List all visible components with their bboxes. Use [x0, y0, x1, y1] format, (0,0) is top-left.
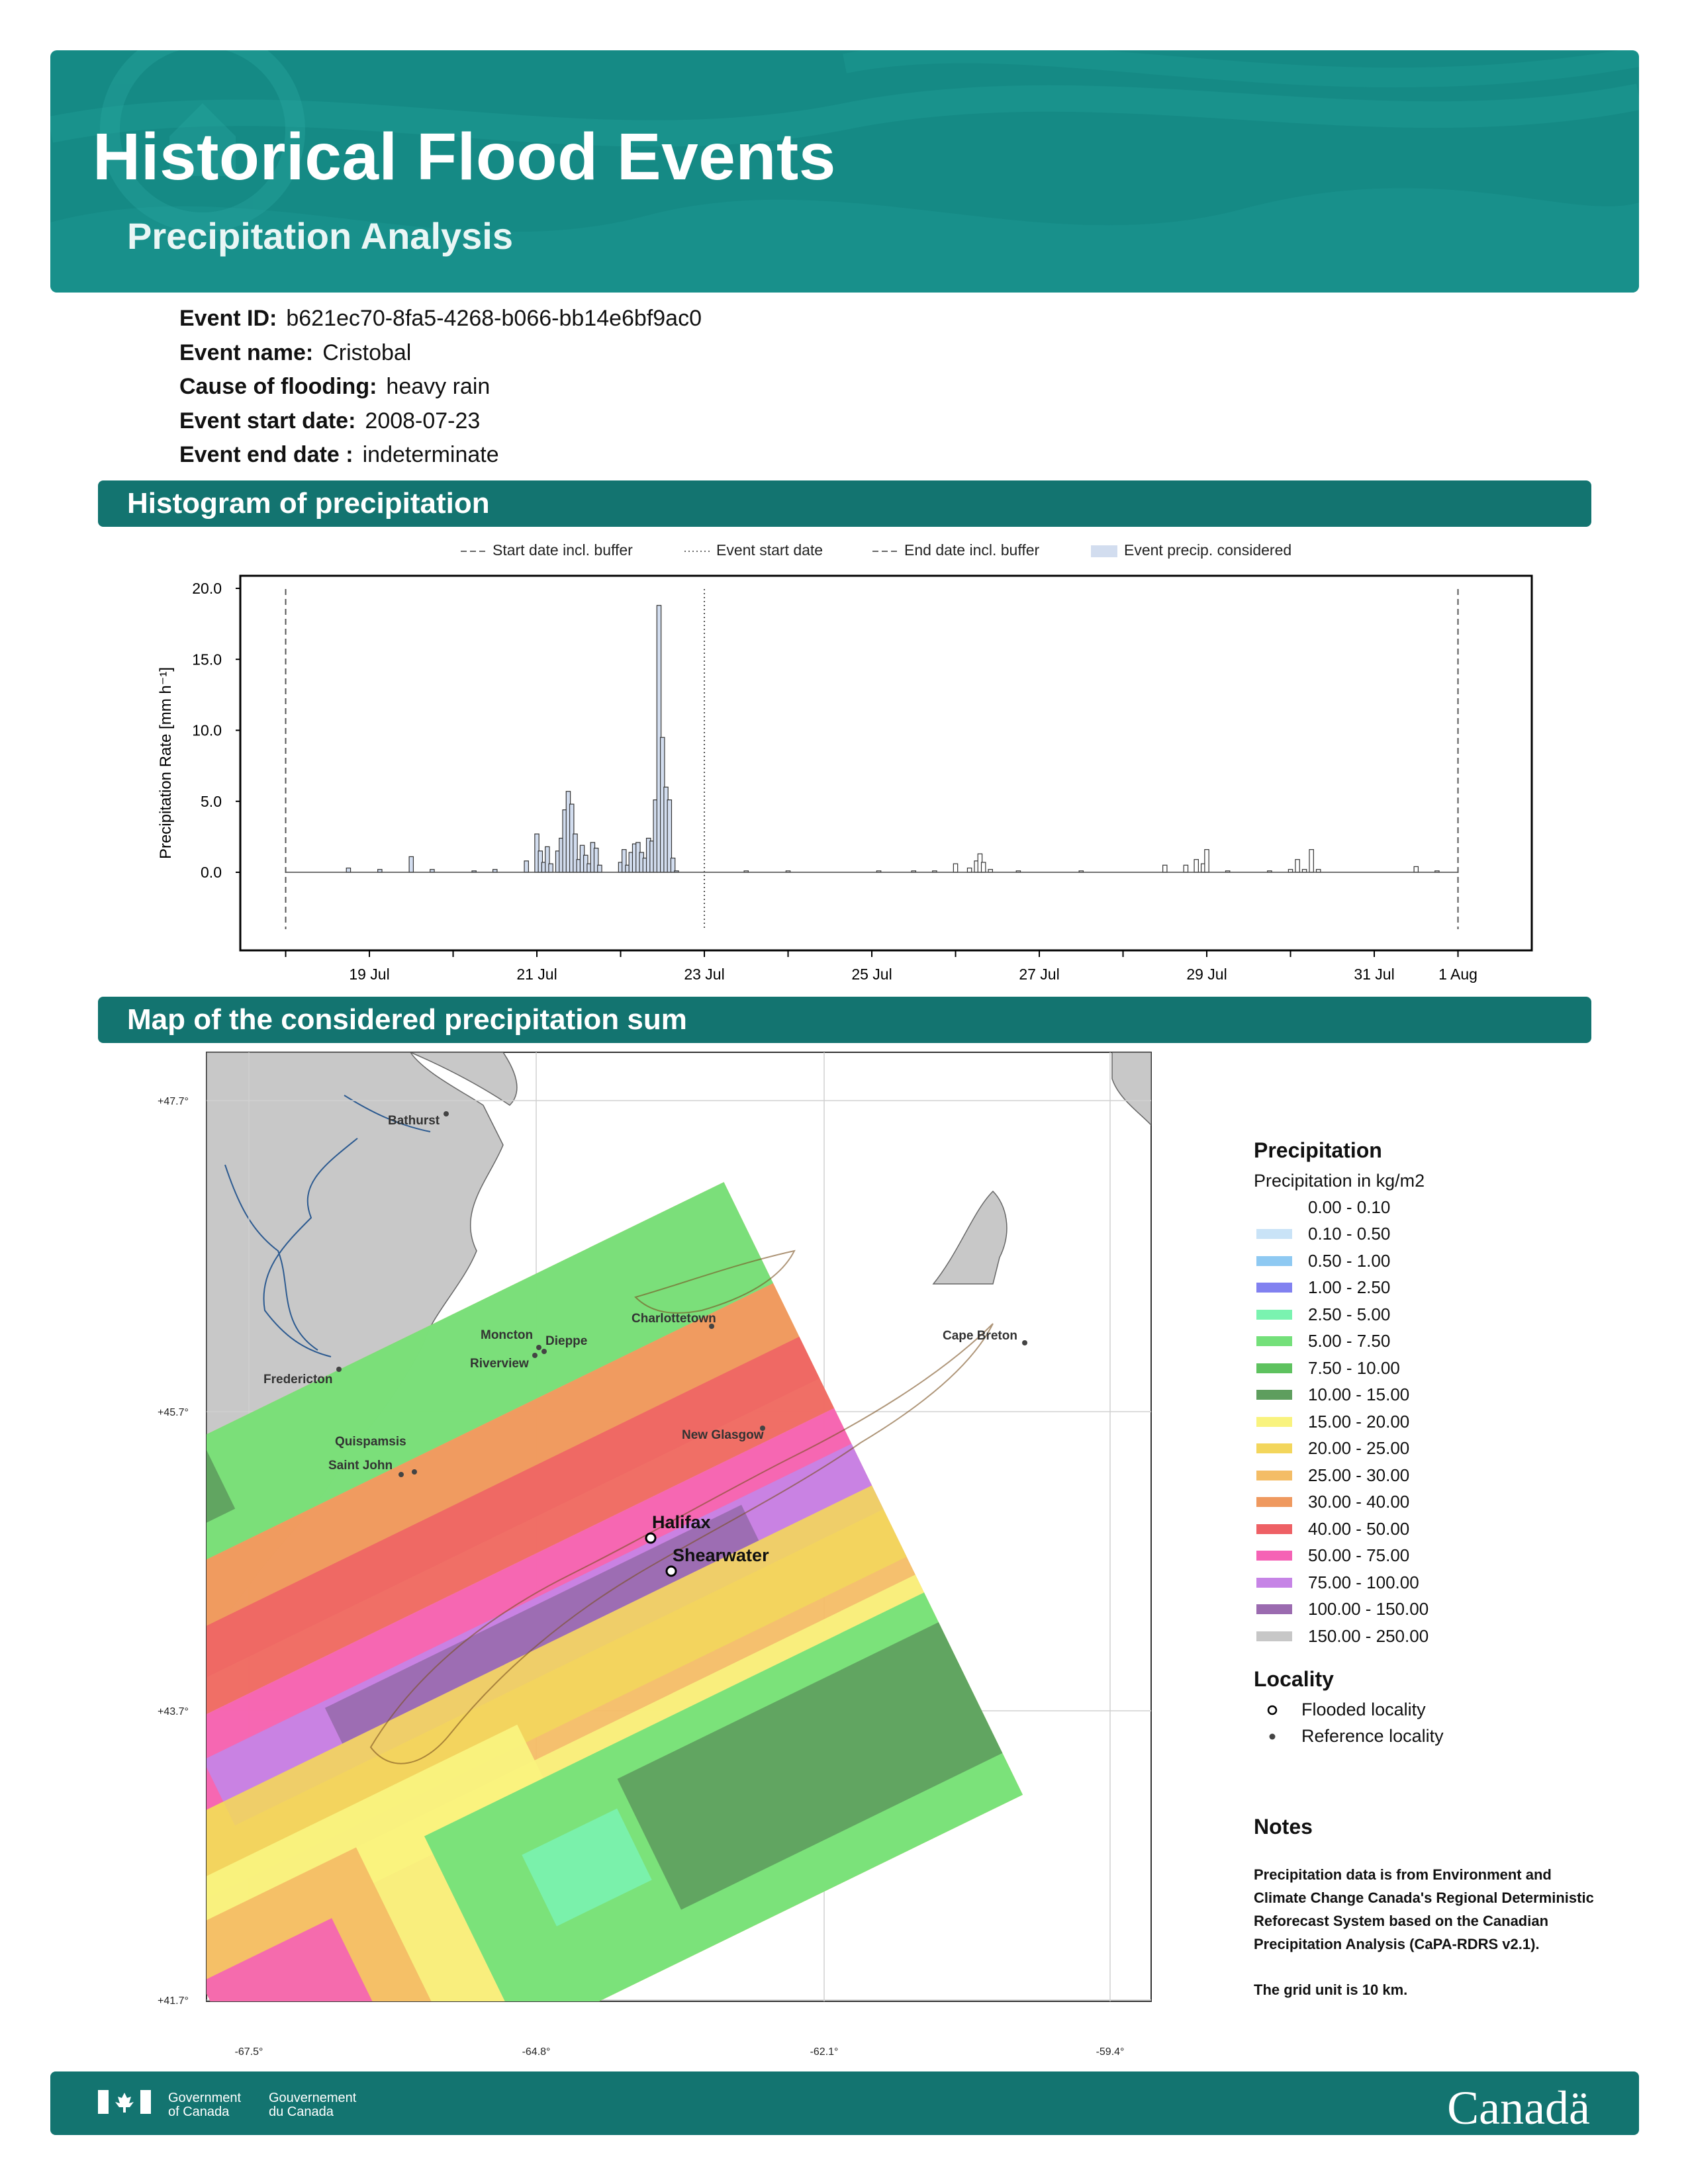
- event-name-label: Event name:: [179, 340, 314, 365]
- legend-class-item: [1254, 1462, 1598, 1489]
- notes-panel: [1254, 1815, 1598, 2001]
- locality-new-glasgow: New Glasgow: [682, 1428, 764, 1442]
- event-name-value: Cristobal: [322, 340, 412, 365]
- legend-class-label: 0.00 - 0.10: [1308, 1197, 1391, 1217]
- x-tick-label: 21 Jul: [516, 966, 557, 983]
- event-cause-label: Cause of flooding:: [179, 374, 377, 399]
- histogram-bar: [1205, 850, 1209, 872]
- legend-swatch: [1256, 1443, 1292, 1453]
- event-name-row: [179, 336, 702, 371]
- histogram-bar: [982, 862, 986, 872]
- legend-class-label: 5.00 - 7.50: [1308, 1331, 1391, 1351]
- reference-locality-marker: [541, 1349, 547, 1354]
- legend-swatch: [1256, 1604, 1292, 1614]
- legend-reference-locality: [1254, 1723, 1598, 1750]
- legend-class-item: [1254, 1596, 1598, 1623]
- reference-locality-marker: [536, 1345, 541, 1350]
- histogram-bar: [1184, 865, 1188, 872]
- legend-class-label: 15.00 - 20.00: [1308, 1411, 1410, 1432]
- section-histogram-header: Histogram of precipitation: [98, 480, 1591, 527]
- legend-swatch: [1256, 1390, 1292, 1400]
- section-map-header: Map of the considered precipitation sum: [98, 997, 1591, 1043]
- legend-class-item: [1254, 1408, 1598, 1435]
- lon-label: -67.5°: [234, 2046, 263, 2058]
- legend-class-item: [1254, 1435, 1598, 1463]
- histogram-bar: [953, 864, 957, 872]
- locality-legend-title: Locality: [1254, 1666, 1334, 1691]
- lat-label: +47.7°: [158, 1096, 189, 1107]
- legend-class-item: [1254, 1275, 1598, 1302]
- legend-class-label: 150.00 - 250.00: [1308, 1625, 1429, 1646]
- legend-swatch: [1256, 1471, 1292, 1480]
- legend-swatch: [1256, 1524, 1292, 1534]
- plot-frame: [240, 576, 1532, 950]
- lon-label: -62.1°: [810, 2046, 839, 2058]
- legend-class-item: [1254, 1569, 1598, 1596]
- legend-class-label: 0.50 - 1.00: [1308, 1250, 1391, 1271]
- legend-classes: [1254, 1194, 1598, 1650]
- legend-class-label: 10.00 - 15.00: [1308, 1385, 1410, 1405]
- legend-swatch: [1256, 1497, 1292, 1507]
- legend-class-label: 25.00 - 30.00: [1308, 1465, 1410, 1485]
- legend-class-item: [1254, 1489, 1598, 1516]
- legend-swatch: [1256, 1229, 1292, 1239]
- flooded-locality-marker: [667, 1567, 676, 1576]
- notes-text-grid: The grid unit is 10 km.: [1254, 1981, 1408, 1998]
- x-tick-label: 1 Aug: [1438, 966, 1477, 983]
- gov-fr-line2: du Canada: [269, 2105, 334, 2119]
- gov-fr-line1: Gouvernement: [269, 2091, 357, 2105]
- legend-swatch: [1256, 1256, 1292, 1266]
- locality-bathurst: Bathurst: [388, 1114, 440, 1128]
- legend-swatch: [1256, 1336, 1292, 1346]
- locality-charlottetown: Charlottetown: [632, 1312, 716, 1326]
- locality-moncton: Moncton: [481, 1328, 534, 1342]
- event-id-row: [179, 302, 702, 336]
- locality-shearwater: Shearwater: [673, 1545, 769, 1565]
- histogram-bar: [671, 858, 675, 872]
- x-axis: [286, 950, 1477, 983]
- locality-cape-breton: Cape Breton: [943, 1329, 1017, 1343]
- legend-class-item: [1254, 1221, 1598, 1248]
- legend-swatch: [1256, 1310, 1292, 1320]
- legend-reference-label: Reference locality: [1301, 1726, 1444, 1746]
- y-tick-label: 0.0: [201, 864, 222, 881]
- reference-dot-icon: [1254, 1730, 1293, 1743]
- y-tick-label: 5.0: [201, 792, 222, 810]
- gov-en: [168, 2091, 241, 2119]
- locality-quispamsis: Quispamsis: [335, 1435, 406, 1449]
- map-legend-subtitle: Precipitation in kg/m2: [1254, 1171, 1425, 1191]
- histogram-bar: [346, 868, 350, 872]
- histogram-bars: [346, 606, 1439, 872]
- legend-class-item: [1254, 1248, 1598, 1275]
- histogram-bar: [549, 864, 553, 872]
- histogram-bar: [1414, 866, 1418, 872]
- histogram-bar: [1309, 850, 1313, 872]
- x-tick-label: 25 Jul: [851, 966, 892, 983]
- legend-class-label: 7.50 - 10.00: [1308, 1357, 1400, 1378]
- y-tick-label: 10.0: [192, 721, 222, 739]
- legend-class-label: 20.00 - 25.00: [1308, 1438, 1410, 1459]
- legend-class-label: 1.00 - 2.50: [1308, 1277, 1391, 1298]
- locality-fredericton: Fredericton: [263, 1373, 333, 1387]
- date-marker-lines: [286, 589, 1458, 929]
- gov-en-line2: of Canada: [168, 2105, 230, 2119]
- event-id-label: Event ID:: [179, 306, 277, 331]
- histogram-bar: [524, 861, 528, 872]
- event-id-value: b621ec70-8fa5-4268-b066-bb14e6bf9ac0: [286, 306, 702, 331]
- legend-swatch: [1256, 1551, 1292, 1561]
- flooded-circle-icon: [1254, 1704, 1293, 1717]
- legend-class-item: [1254, 1543, 1598, 1570]
- legend-class-label: 2.50 - 5.00: [1308, 1304, 1391, 1324]
- legend-class-item: [1254, 1194, 1598, 1221]
- lon-label: -64.8°: [522, 2046, 551, 2058]
- reference-locality-marker: [336, 1367, 342, 1372]
- reference-locality-marker: [399, 1472, 404, 1477]
- legend-event-precip-label: Event precip. considered: [1124, 541, 1292, 559]
- y-tick-label: 15.0: [192, 651, 222, 668]
- x-tick-label: 23 Jul: [684, 966, 725, 983]
- page-subtitle: Precipitation Analysis: [127, 215, 513, 257]
- canada-flag-icon: [98, 2090, 151, 2116]
- histogram-bar: [967, 868, 971, 872]
- legend-class-label: 50.00 - 75.00: [1308, 1545, 1410, 1566]
- legend-class-item: [1254, 1623, 1598, 1650]
- histogram-bar: [1194, 860, 1198, 872]
- canada-wordmark: Canadä: [1447, 2081, 1590, 2134]
- histogram-bar: [409, 856, 413, 872]
- legend-event-start-label: Event start date: [716, 541, 823, 559]
- histogram-bar: [1295, 860, 1299, 872]
- legend-class-label: 100.00 - 150.00: [1308, 1599, 1429, 1619]
- lat-label: +41.7°: [158, 1995, 189, 2007]
- locality-saint-john: Saint John: [328, 1459, 393, 1473]
- legend-flooded-locality: [1254, 1697, 1598, 1723]
- reference-locality-marker: [444, 1111, 449, 1116]
- reference-locality-marker: [532, 1353, 538, 1358]
- locality-dieppe: Dieppe: [545, 1334, 588, 1348]
- map-legend: [1254, 1138, 1598, 1750]
- x-tick-label: 31 Jul: [1354, 966, 1395, 983]
- event-end-label: Event end date :: [179, 442, 353, 467]
- legend-start-buffer-label: Start date incl. buffer: [492, 541, 633, 559]
- notes-title: Notes: [1254, 1815, 1313, 1839]
- precipitation-histogram: [0, 450, 1688, 993]
- legend-class-item: [1254, 1355, 1598, 1382]
- legend-swatch: [1256, 1283, 1292, 1293]
- flooded-locality-marker: [646, 1533, 655, 1543]
- y-axis: [192, 580, 240, 881]
- gov-fr: [269, 2091, 356, 2119]
- gov-en-line1: Government: [168, 2091, 242, 2105]
- x-tick-label: 19 Jul: [349, 966, 390, 983]
- legend-swatch: [1256, 1203, 1292, 1212]
- reference-locality-marker: [412, 1469, 417, 1475]
- event-info: [179, 302, 702, 473]
- legend-class-label: 30.00 - 40.00: [1308, 1492, 1410, 1512]
- legend-class-item: [1254, 1516, 1598, 1543]
- page-title: Historical Flood Events: [93, 120, 836, 194]
- event-cause-row: [179, 370, 702, 404]
- legend-class-label: 75.00 - 100.00: [1308, 1572, 1419, 1592]
- legend-swatch: [1256, 1578, 1292, 1588]
- legend-end-buffer-label: End date incl. buffer: [904, 541, 1040, 559]
- y-tick-label: 20.0: [192, 580, 222, 597]
- legend-class-label: 0.10 - 0.50: [1308, 1224, 1391, 1244]
- event-start-value: 2008-07-23: [365, 408, 481, 433]
- event-cause-value: heavy rain: [386, 374, 491, 399]
- legend-swatch: [1256, 1363, 1292, 1373]
- legend-class-item: [1254, 1301, 1598, 1328]
- event-start-label: Event start date:: [179, 408, 356, 433]
- locality-halifax: Halifax: [652, 1512, 711, 1532]
- locality-riverview: Riverview: [470, 1357, 529, 1371]
- legend-swatch: [1256, 1631, 1292, 1641]
- header-banner: [50, 50, 1639, 293]
- reference-locality-marker: [1022, 1340, 1027, 1345]
- footer: [50, 2071, 1639, 2135]
- map-legend-title: Precipitation: [1254, 1138, 1382, 1162]
- lat-label: +45.7°: [158, 1407, 189, 1418]
- legend-class-label: 40.00 - 50.00: [1308, 1518, 1410, 1539]
- notes-text-source: Precipitation data is from Environment and Climate Change Canada's Regional Deterministic Reforecast System based on the Canadian Precipitation Analysis (CaPA-RDRS v2.1).: [1254, 1866, 1594, 1952]
- legend-flooded-label: Flooded locality: [1301, 1700, 1426, 1719]
- event-end-value: indeterminate: [362, 442, 499, 467]
- legend-swatch: [1256, 1417, 1292, 1427]
- legend-class-item: [1254, 1382, 1598, 1409]
- x-tick-label: 27 Jul: [1019, 966, 1060, 983]
- histogram-bar: [1163, 865, 1167, 872]
- x-tick-label: 29 Jul: [1186, 966, 1227, 983]
- histogram-bar: [598, 865, 602, 872]
- event-start-row: [179, 404, 702, 439]
- lat-label: +43.7°: [158, 1706, 189, 1717]
- y-axis-label: Precipitation Rate [mm h⁻¹]: [157, 666, 175, 860]
- lon-label: -59.4°: [1096, 2046, 1125, 2058]
- legend-class-item: [1254, 1328, 1598, 1355]
